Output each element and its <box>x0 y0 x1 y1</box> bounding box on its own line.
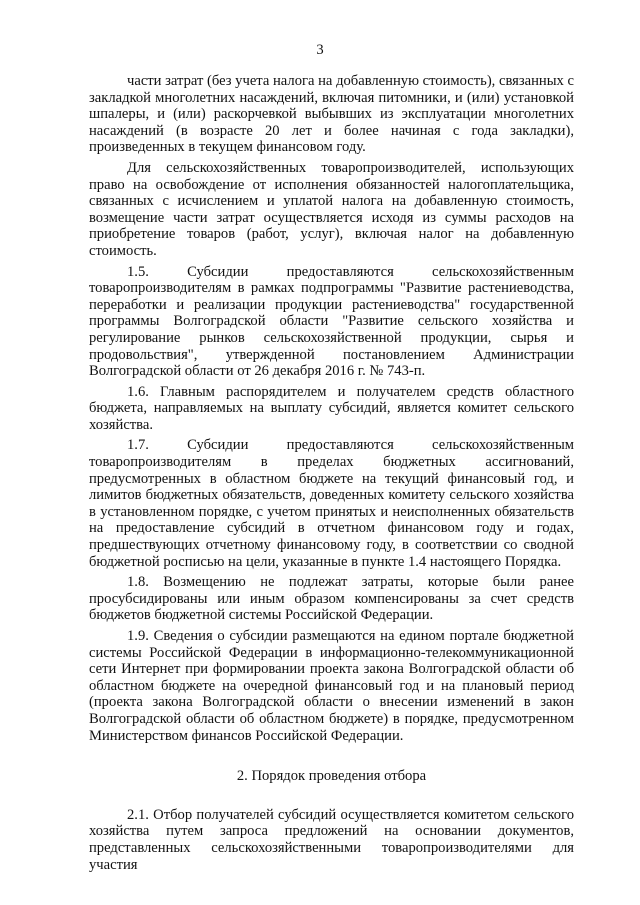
paragraph: 1.5. Субсидии предоставляются сельскохозяйственным товаропроизводителям в рамках подпрограммы "Развитие растениеводства, переработки и реализации продукции растениеводства" государственной программы Волгоградской области "Развитие сельского хозяйства и регулирование рынков сельскохозяйственной продукции, сырья и продовольствия", утвержденной постановлением Администрации Волгоградской области от 26 декабря 2016 г. № 743-п. <box>89 263 574 380</box>
paragraph: 1.9. Сведения о субсидии размещаются на едином портале бюджетной системы Российской Федерации в информационно-телекоммуникационной сети Интернет при формировании проекта закона Волгоградской области об областном бюджете на очередной финансовый год и на плановый период (проекта закона Волгоградской области о внесении изменений в закон Волгоградской области об областном бюджете) в порядке, предусмотренном Министерством финансов Российской Федерации. <box>89 628 574 744</box>
paragraph: 1.8. Возмещению не подлежат затраты, которые были ранее просубсидированы или иным образом компенсированы за счет средств бюджетов бюджетной системы Российской Федерации. <box>89 574 574 624</box>
paragraph: Для сельскохозяйственных товаропроизводителей, использующих право на освобождение от исполнения обязанностей налогоплательщика, связанных с исчислением и уплатой налога на добавленную стоимость, возмещение части затрат осуществляется исходя из суммы расходов на приобретение товаров (работ, услуг), включая налог на добавленную стоимость. <box>89 159 574 259</box>
paragraph: 2.1. Отбор получателей субсидий осуществляется комитетом сельского хозяйства путем запроса предложений на основании документов, представленных сельскохозяйственными товаропроизводителями для участия <box>89 806 574 873</box>
page-number: 3 <box>316 42 324 58</box>
paragraph: части затрат (без учета налога на добавленную стоимость), связанных с закладкой многолетних насаждений, включая питомники, и (или) установкой шпалеры, и (или) раскорчевкой выбывших из эксплуатации многолетних насаждений (в возрасте 20 лет и более начиная с года закладки), произведенных в текущем финансовом году. <box>89 73 574 156</box>
section-heading: 2. Порядок проведения отбора <box>236 768 427 785</box>
paragraph: 1.6. Главным распорядителем и получателем средств областного бюджета, направляемых на выплату субсидий, является комитет сельского хозяйства. <box>89 383 574 433</box>
paragraph: 1.7. Субсидии предоставляются сельскохозяйственным товаропроизводителям в пределах бюджетных ассигнований, предусмотренных в областном бюджете на текущий финансовый год, и лимитов бюджетных обязательств, доведенных комитету сельского хозяйства в установленном порядке, с учетом принятых и неисполненных обязательств на предоставление субсидий в отчетном финансовом году и годах, предшествующих отчетному финансовому году, в соответствии со сводной бюджетной росписью на цели, указанные в пункте 1.4 настоящего Порядка. <box>89 437 574 570</box>
document-body <box>89 73 574 877</box>
